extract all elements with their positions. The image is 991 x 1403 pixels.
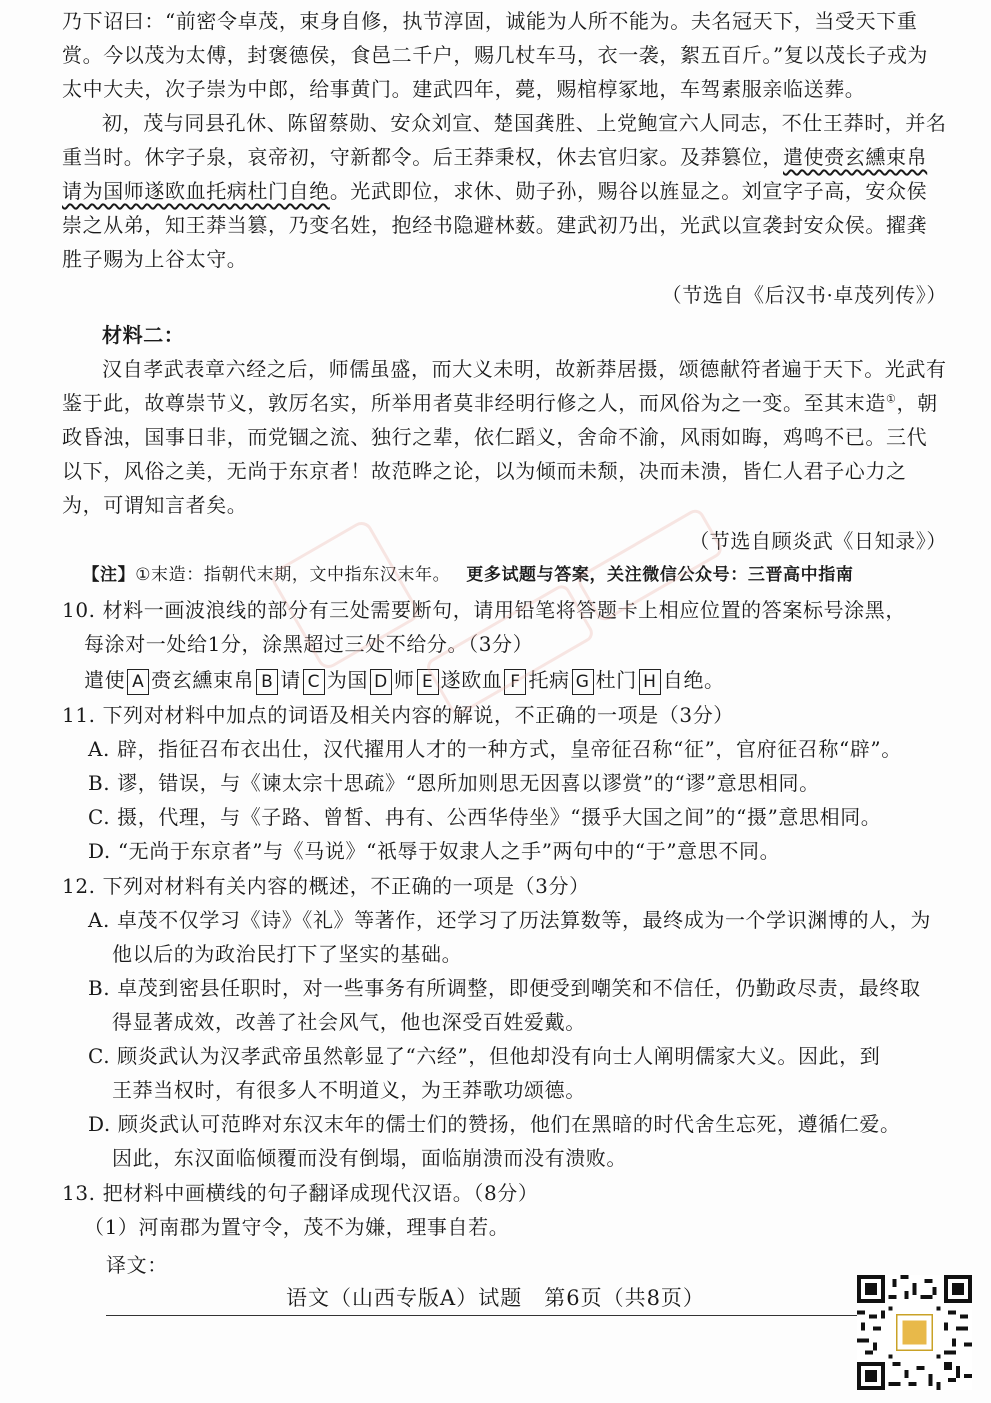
passage1-source: （节选自《后汉书·卓茂列传》）: [661, 283, 947, 307]
q12-option-a: A. 卓茂不仅学习《诗》《礼》等著作，还学习了历法算数等，最终成为一个学识渊博的人，为: [88, 908, 931, 932]
q10-stem-b: 每涂对一处给1分，涂黑超过三处不给分。（3分）: [84, 632, 534, 656]
q10-box-a[interactable]: A: [127, 669, 149, 695]
q12-option-d: D. 顾炎武认可范晔对东汉末年的儒士们的赞扬，他们在黑暗的时代舍生忘死，遵循仁爱。: [88, 1112, 901, 1136]
q10-seg: 遣使: [84, 668, 126, 692]
page-footer: 语文（山西专版A）试题 第6页（共8页）: [286, 1286, 705, 1310]
note-mark: ①: [886, 392, 897, 406]
q13-stem: 13. 把材料中画横线的句子翻译成现代汉语。（8分）: [62, 1181, 539, 1205]
q10-box-h[interactable]: H: [639, 669, 661, 695]
q10-seg: 杜门: [595, 668, 637, 692]
q10-box-b[interactable]: B: [256, 669, 278, 695]
question-10: [62, 593, 947, 697]
note-text: ①末造：指朝代末期，文中指东汉末年。: [135, 565, 451, 585]
note-ad: 更多试题与答案，关注微信公众号：三晋高中指南: [466, 565, 854, 585]
note-label: 【注】: [82, 565, 136, 585]
page-content: [62, 4, 947, 1316]
passage1-para2-b: 。光武即位，求休、勋子孙，赐谷以旌显之。刘宣字子高，安众侯崇之从弟，知王莽当篡，乃变名姓，抱经书隐避林薮。建武初乃出，光武以宣袭封安众侯。擢龚胜子赐为上谷太守。: [62, 179, 928, 271]
q11-option-a: A. 辟，指征召布衣出仕，汉代擢用人才的一种方式，皇帝征召称“征”，官府征召称“辟”。: [88, 737, 902, 761]
passage1-para2-a: 初，茂与同县孔休、陈留蔡勋、安众刘宣、楚国龚胜、上党鲍宣六人同志，不仕王莽时，并名重当时。休字子泉，哀帝初，守新都令。后王莽秉权，休去官归家。及莽篡位，: [62, 111, 947, 169]
q10-seg: 赍玄纁束帛: [151, 668, 255, 692]
wavy-underlined-sentence: 遣使赍玄纁束帛请为国师遂欧血托病杜门自绝: [62, 145, 928, 203]
passage2-source: （节选自顾炎武《日知录》）: [689, 529, 947, 553]
q10-seg: 师: [394, 668, 415, 692]
q10-box-c[interactable]: C: [303, 669, 325, 695]
passage1-para2: [62, 106, 947, 276]
q12-option-a-cont: 他以后的为政治民打下了坚实的基础。: [112, 942, 463, 966]
passage1-para1: 乃下诏曰：“前密令卓茂，束身自修，执节淳固，诚能为人所不能为。夫名冠天下，当受天下重赏。今以茂为太傅，封褒德侯，食邑二千户，赐几杖车马，衣一袭，絮五百斤。”复以茂长子戎为太中大夫，次子崇为中郎，给事黄门。建武四年，薨，赐棺椁冢地，车驾素服亲临送葬。: [62, 9, 929, 101]
footnote: [62, 558, 947, 592]
passage2-text-b: ，朝政昏浊，国事日非，而党锢之流、独行之辈，依仁蹈义，舍命不渝，风雨如晦，鸡鸣不已。三代以下，风俗之美，无尚于东京者！故范晔之论，以为倾而未颓，决而未溃，皆仁人君子心力之为，可谓知言者矣。: [62, 391, 938, 517]
q11-option-b: B. 谬，错误，与《谏太宗十思疏》“恩所加则思无因喜以谬赏”的“谬”意思相同。: [88, 771, 820, 795]
translation-label: 译文：: [106, 1253, 168, 1277]
q13-item-1: （1）河南郡为置守令，茂不为嫌，理事自若。: [84, 1215, 510, 1239]
q10-seg: 自绝。: [662, 668, 725, 692]
passage2-text-a: 汉自孝武表章六经之后，师儒虽盛，而大义未明，故新莽居摄，颂德献符者遍于天下。光武有鉴于此，故尊崇节义，敦厉名实，所举用者莫非经明行修之人，而风俗为之一变。至其末造: [62, 357, 947, 415]
q10-seg: 遂欧血: [440, 668, 503, 692]
q11-option-d: D. “无尚于东京者”与《马说》“祇辱于奴隶人之手”两句中的“于”意思不同。: [88, 839, 781, 863]
question-11: [62, 698, 947, 868]
q10-box-g[interactable]: G: [572, 669, 594, 695]
q12-option-b: B. 卓茂到密县任职时，对一些事务有所调整，即便受到嘲笑和不信任，仍勤政尽责，最终取: [88, 976, 921, 1000]
q12-stem: 12. 下列对材料有关内容的概述，不正确的一项是（3分）: [62, 874, 590, 898]
q12-option-d-cont: 因此，东汉面临倾覆而没有倒塌，面临崩溃而没有溃败。: [112, 1146, 627, 1170]
passage2-title: 材料二：: [102, 323, 185, 347]
q10-box-e[interactable]: E: [417, 669, 439, 695]
q12-option-b-cont: 得显著成效，改善了社会风气，他也深受百姓爱戴。: [112, 1010, 586, 1034]
q10-box-d[interactable]: D: [370, 669, 392, 695]
q10-seg: 为国: [326, 668, 369, 692]
q12-option-c: C. 顾炎武认为汉孝武帝虽然彰显了“六经”，但他却没有向士人阐明儒家大义。因此，到: [88, 1044, 881, 1068]
q10-segment-line: [62, 663, 947, 697]
passage2-text: [62, 352, 947, 522]
q11-option-c: C. 摄，代理，与《子路、曾皙、冉有、公西华侍坐》“摄乎大国之间”的“摄”意思相同。: [88, 805, 882, 829]
q10-box-f[interactable]: F: [504, 669, 526, 695]
question-12: [62, 869, 947, 1175]
q10-stem-a: 10. 材料一画波浪线的部分有三处需要断句，请用铅笔将答题卡上相应位置的答案标号涂黑，: [62, 598, 906, 622]
q12-option-c-cont: 王莽当权时，有很多人不明道义，为王莽歌功颂德。: [112, 1078, 586, 1102]
q11-stem: 11. 下列对材料中加点的词语及相关内容的解说，不正确的一项是（3分）: [62, 703, 734, 727]
qr-code-icon: [857, 1275, 972, 1390]
q10-seg: 托病: [528, 668, 570, 692]
q10-seg: 请: [280, 668, 301, 692]
